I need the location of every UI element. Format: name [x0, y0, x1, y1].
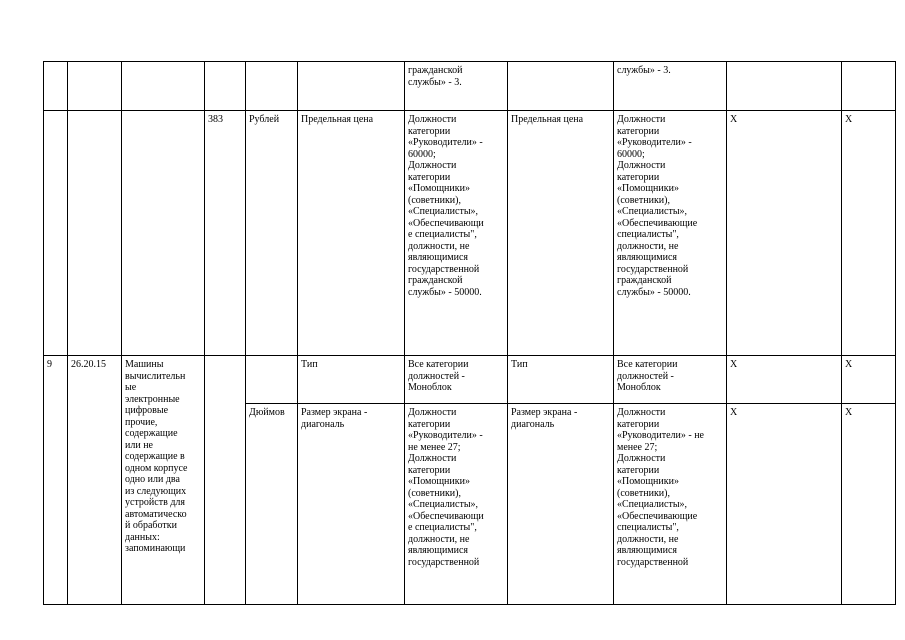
cell-num: 9 [44, 356, 68, 605]
table-row [44, 62, 896, 111]
cell-char-name-2 [508, 62, 614, 111]
cell-okpd [68, 62, 122, 111]
table-row [44, 356, 896, 404]
cell-char-name-2: Размер экрана - диагональ [508, 404, 614, 605]
cell-name [122, 111, 205, 356]
cell-x1: X [727, 356, 842, 404]
cell-x2: X [842, 404, 896, 605]
cell-x1 [727, 62, 842, 111]
cell-num [44, 62, 68, 111]
cell-unit: Дюймов [246, 404, 298, 605]
cell-value-2: Все категории должностей - Моноблок [614, 356, 727, 404]
cell-value: гражданской службы» - 3. [405, 62, 508, 111]
cell-char-name [298, 62, 405, 111]
cell-value-2: службы» - 3. [614, 62, 727, 111]
cell-okpd [68, 111, 122, 356]
cell-value-2: Должности категории «Руководители» - 60000; Должности категории «Помощники» (советники), «Специалисты», «Обеспечивающие специалисты", должности, не являющимися государственной гражданской службы» - 50000. [614, 111, 727, 356]
cell-value: Все категории должностей - Моноблок [405, 356, 508, 404]
cell-char-name: Размер экрана - диагональ [298, 404, 405, 605]
cell-name [122, 62, 205, 111]
cell-x2: X [842, 111, 896, 356]
cell-x2 [842, 62, 896, 111]
cell-value: Должности категории «Руководители» - не менее 27; Должности категории «Помощники» (советники), «Специалисты», «Обеспечивающи е специалисты", должности, не являющимися государственной [405, 404, 508, 605]
cell-value-2: Должности категории «Руководители» - не менее 27; Должности категории «Помощники» (советники), «Специалисты», «Обеспечивающие специалисты", должности, не являющимися государственной [614, 404, 727, 605]
cell-name: Машины вычислительн ые электронные цифровые прочие, содержащие или не содержащие в одном корпусе одно или два из следующих устройств для автоматическо й обработки данных: запоминающи [122, 356, 205, 605]
cell-unit: Рублей [246, 111, 298, 356]
table-row [44, 111, 896, 356]
cell-value: Должности категории «Руководители» - 60000; Должности категории «Помощники» (советники), «Специалисты», «Обеспечивающи е специалисты", должности, не являющимися государственной гражданской службы» - 50000. [405, 111, 508, 356]
cell-x1: X [727, 111, 842, 356]
cell-x2: X [842, 356, 896, 404]
cell-char-name: Тип [298, 356, 405, 404]
cell-code: 383 [205, 111, 246, 356]
cell-char-name-2: Тип [508, 356, 614, 404]
cell-num [44, 111, 68, 356]
cell-char-name: Предельная цена [298, 111, 405, 356]
cell-unit [246, 356, 298, 404]
cell-unit [246, 62, 298, 111]
cell-code [205, 356, 246, 605]
cell-x1: X [727, 404, 842, 605]
cell-char-name-2: Предельная цена [508, 111, 614, 356]
cell-code [205, 62, 246, 111]
requirements-table [43, 61, 896, 605]
cell-okpd: 26.20.15 [68, 356, 122, 605]
